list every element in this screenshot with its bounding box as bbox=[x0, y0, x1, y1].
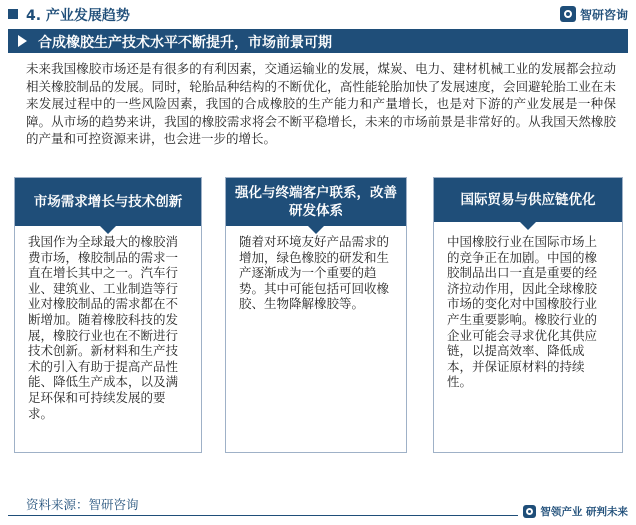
top-bar bbox=[0, 0, 636, 28]
card-title: 市场需求增长与技术创新 bbox=[15, 178, 201, 226]
footer-brand bbox=[523, 504, 628, 519]
brand-logo-icon bbox=[523, 505, 536, 518]
section-marker-icon bbox=[8, 9, 18, 19]
banner-title: 合成橡胶生产技术水平不断提升，市场前景可期 bbox=[38, 35, 332, 51]
title-banner bbox=[8, 29, 628, 53]
footer-divider bbox=[8, 515, 518, 516]
brand-slogan: 智领产业 研判未来 bbox=[540, 506, 628, 518]
brand-logo-text: 智研咨询 bbox=[579, 7, 628, 22]
card-trade-supply-chain bbox=[433, 177, 623, 453]
source-note: 资料来源：智研咨询 bbox=[26, 497, 139, 512]
intro-paragraph: 未来我国橡胶市场还是有很多的有利因素，交通运输业的发展，煤炭、电力、建材机械工业的发展都会拉动相关橡胶制品的发展。同时，轮胎品种结构的不断优化，高性能轮胎加快了发展速度，会回避轮胎工业在未来发展过程中的一些风险因素，我国的合成橡胶的生产能力和产量增长，也是对下游的产业发展是一种保障。从市场的趋势来讲，我国的橡胶需求将会不断平稳增长，未来的市场前景是非常好的。从我国天然橡胶的产量和可控资源来讲，也会进一步的增长。 bbox=[26, 61, 616, 147]
card-body: 随着对环境友好产品需求的增加，绿色橡胶的研发和生产逐渐成为一个重要的趋势。其中可能包括可回收橡胶、生物降解橡胶等。 bbox=[239, 234, 390, 312]
card-title: 国际贸易与供应链优化 bbox=[434, 178, 622, 222]
play-arrow-icon bbox=[18, 35, 27, 47]
card-customer-rnd bbox=[225, 177, 407, 453]
card-body: 我国作为全球最大的橡胶消费市场，橡胶制品的需求一直在增长其中之一。汽车行业、建筑业、工业制造等行业对橡胶制品的需求都在不断增加。随着橡胶科技的发展，橡胶行业也在不断进行技术创新。新材料和生产技术的引入有助于提高产品性能、降低生产成本，以及满足环保和可持续发展的要求。 bbox=[28, 234, 179, 421]
brand-logo-icon bbox=[560, 6, 576, 22]
footer bbox=[0, 490, 636, 525]
card-body: 中国橡胶行业在国际市场上的竞争正在加剧。中国的橡胶制品出口一直是重要的经济拉动作用，因此全球橡胶市场的变化对中国橡胶行业产生重要影响。橡胶行业的企业可能会寻求优化其供应链，以提高效率、降低成本，并保证原材料的持续性。 bbox=[447, 234, 598, 390]
brand-logo bbox=[560, 4, 628, 24]
card-title: 强化与终端客户联系，改善研发体系 bbox=[226, 178, 406, 226]
card-market-demand bbox=[14, 177, 202, 453]
section-title: 4. 产业发展趋势 bbox=[26, 8, 130, 24]
